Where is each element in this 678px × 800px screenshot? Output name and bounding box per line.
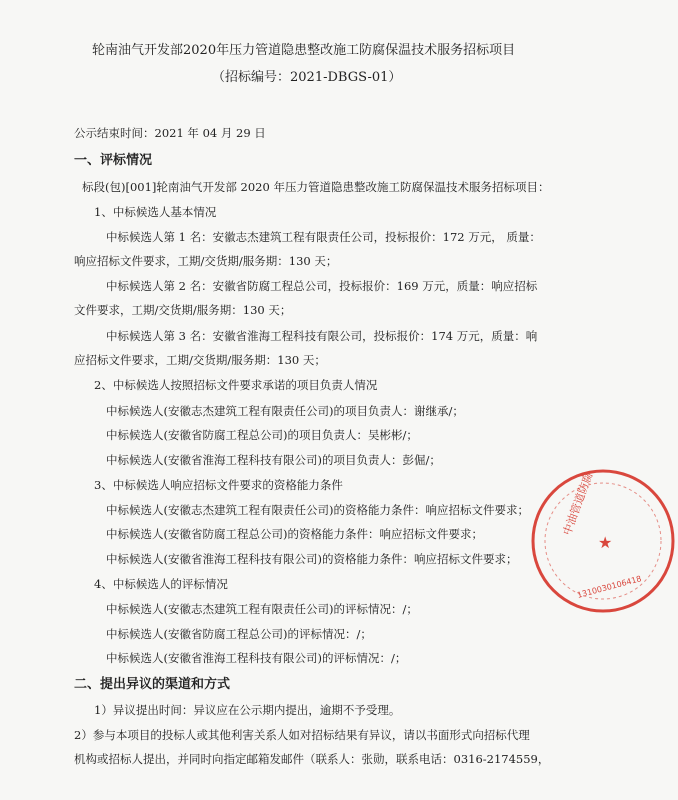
objection-para-line2: 机构或招标人提出，并同时向指定邮箱发邮件（联系人：张勋，联系电话：0316-2174559， [74, 752, 550, 766]
section2-heading: 二、提出异议的渠道和方式 [74, 677, 231, 692]
sub2-heading: 2、中标候选人按照招标文件要求承诺的项目负责人情况 [94, 378, 378, 392]
svg-text:★: ★ [598, 533, 613, 552]
qualification-line3: 中标候选人(安徽省淮海工程科技有限公司)的资格能力条件：响应招标文件要求； [106, 552, 518, 566]
candidate1-line2: 响应招标文件要求，工期/交货期/服务期：130 天； [74, 254, 338, 268]
candidate3-line1: 中标候选人第 3 名：安徽省淮海工程科技有限公司，投标报价：174 万元，质量：响 [106, 329, 538, 343]
sub1-heading: 1、中标候选人基本情况 [94, 205, 217, 219]
manager-line2: 中标候选人(安徽省防腐工程总公司)的项目负责人：吴彬彬/； [106, 428, 418, 442]
qualification-line1: 中标候选人(安徽志杰建筑工程有限责任公司)的资格能力条件：响应招标文件要求； [106, 503, 529, 517]
manager-line3: 中标候选人(安徽省淮海工程科技有限公司)的项目负责人：彭倔/； [106, 453, 441, 467]
announce-end-time: 公示结束时间：2021 年 04 月 29 日 [74, 126, 266, 140]
candidate2-line2: 文件要求，工期/交货期/服务期：130 天； [74, 303, 292, 317]
sub3-heading: 3、中标候选人响应招标文件要求的资格能力条件 [94, 478, 343, 492]
candidate1-line1: 中标候选人第 1 名：安徽志杰建筑工程有限责任公司，投标报价：172 万元， 质量： [106, 230, 541, 244]
qualification-line2: 中标候选人(安徽省防腐工程总公司)的资格能力条件：响应招标文件要求； [106, 527, 483, 541]
objection-time: 1）异议提出时间：异议应在公示期内提出，逾期不予受理。 [94, 703, 401, 717]
svg-text:中油管道防腐: 中油管道防腐 [560, 470, 596, 538]
candidate2-line1: 中标候选人第 2 名：安徽省防腐工程总公司，投标报价：169 万元，质量：响应招标 [106, 279, 538, 293]
objection-para-line1: 2）参与本项目的投标人或其他利害关系人如对招标结果有异议，请以书面形式向招标代理 [74, 728, 530, 742]
evaluation-line3: 中标候选人(安徽省淮海工程科技有限公司)的评标情况：/； [106, 651, 407, 665]
seal-number: 1310030106418 [576, 574, 643, 600]
manager-line1: 中标候选人(安徽志杰建筑工程有限责任公司)的项目负责人：谢继承/； [106, 404, 464, 418]
evaluation-line1: 中标候选人(安徽志杰建筑工程有限责任公司)的评标情况：/； [106, 602, 418, 616]
sub4-heading: 4、中标候选人的评标情况 [94, 577, 228, 591]
company-seal-stamp [528, 466, 678, 616]
section1-intro: 标段(包)[001]轮南油气开发部 2020 年压力管道隐患整改施工防腐保温技术服务招标项目： [82, 180, 550, 194]
section1-heading: 一、评标情况 [74, 153, 153, 168]
tender-number: （招标编号：2021-DBGS-01） [212, 70, 402, 85]
candidate3-line2: 应招标文件要求，工期/交货期/服务期：130 天； [74, 353, 326, 367]
evaluation-line2: 中标候选人(安徽省防腐工程总公司)的评标情况：/； [106, 627, 372, 641]
document-title: 轮南油气开发部2020年压力管道隐患整改施工防腐保温技术服务招标项目 [92, 43, 516, 58]
